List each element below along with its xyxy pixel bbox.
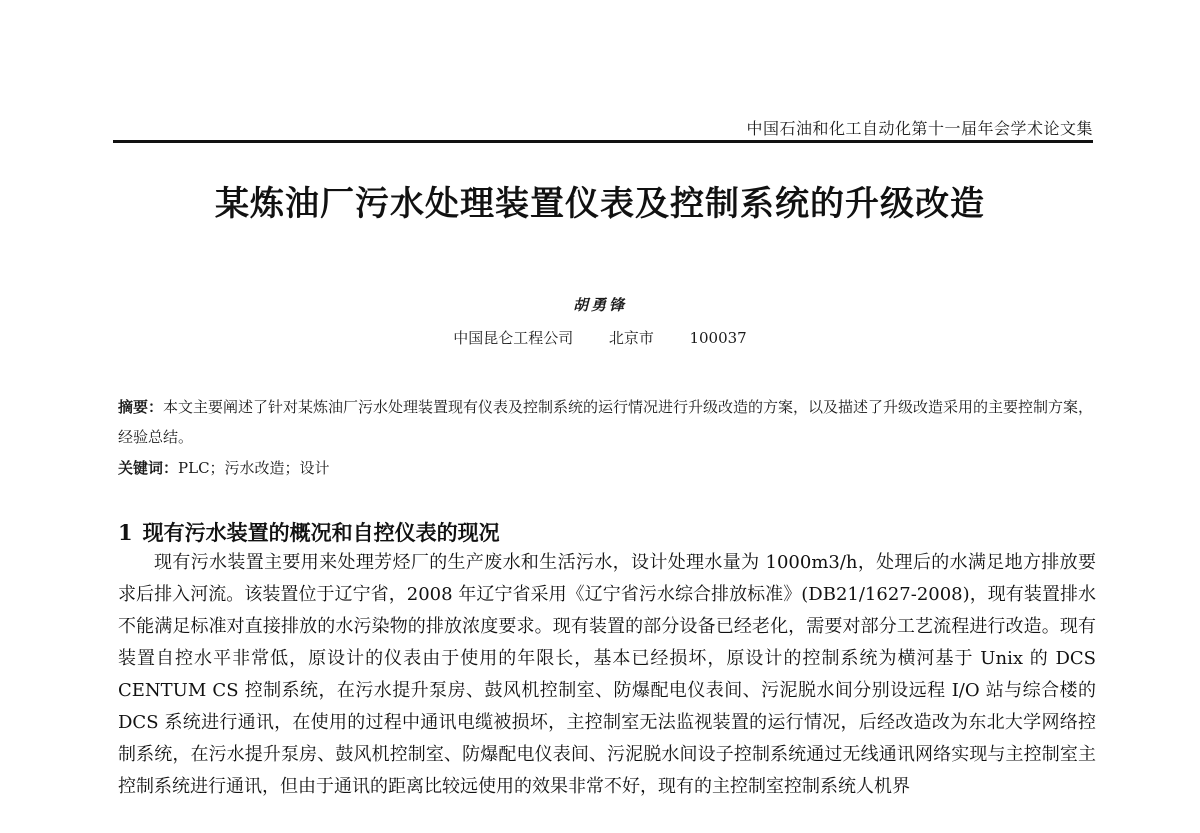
- abstract-label: 摘要：: [118, 398, 164, 416]
- abstract-text: 本文主要阐述了针对某炼油厂污水处理装置现有仪表及控制系统的运行情况进行升级改造的方案，以及描述了升级改造采用的主要控制方案，经验总结。: [118, 398, 1094, 446]
- body-paragraph: 现有污水装置主要用来处理芳烃厂的生产废水和生活污水，设计处理水量为 1000m3/h，处理后的水满足地方排放要求后排入河流。该装置位于辽宁省，2008 年辽宁省采用《辽宁省污水综合排放标准》(DB21/1627-2008)，现有装置排水不能满足标准对直接排放的水污染物的排放浓度要求。现有装置的部分设备已经老化，需要对部分工艺流程进行改造。现有装置自控水平非常低，原设计的仪表由于使用的年限长，基本已经损坏，原设计的控制系统为横河基于 Unix 的 DCS CENTUM CS 控制系统，在污水提升泵房、鼓风机控制室、防爆配电仪表间、污泥脱水间分别设远程 I/O 站与综合楼的 DCS 系统进行通讯，在使用的过程中通讯电缆被损坏，主控制室无法监视装置的运行情况，后经改造改为东北大学网络控制系统，在污水提升泵房、鼓风机控制室、防爆配电仪表间、污泥脱水间设子控制系统通过无线通讯网络实现与主控制室主控制系统进行通讯，但由于通讯的距离比较远使用的效果非常不好，现有的主控制室控制系统人机界: [118, 552, 1096, 797]
- keywords-label: 关键词：: [118, 459, 179, 477]
- keywords: [118, 455, 1096, 481]
- affiliation-organization: 中国昆仑工程公司: [453, 329, 574, 347]
- section-title: 现有污水装置的概况和自控仪表的现况: [142, 520, 500, 545]
- section-number: 1: [118, 520, 133, 545]
- author-name: 胡勇锋: [572, 296, 627, 314]
- running-header-title: 中国石油和化工自动化第十一届年会学术论文集: [746, 119, 1093, 138]
- header-rule: [113, 140, 1093, 143]
- article-title: 某炼油厂污水处理装置仪表及控制系统的升级改造: [215, 184, 985, 224]
- affiliation-city: 北京市: [608, 329, 654, 347]
- section-heading: [118, 517, 500, 547]
- author-affiliation: [0, 327, 1200, 348]
- affiliation-postcode: 100037: [689, 329, 747, 347]
- keywords-text: PLC；污水改造；设计: [178, 459, 330, 477]
- abstract: [118, 392, 1096, 452]
